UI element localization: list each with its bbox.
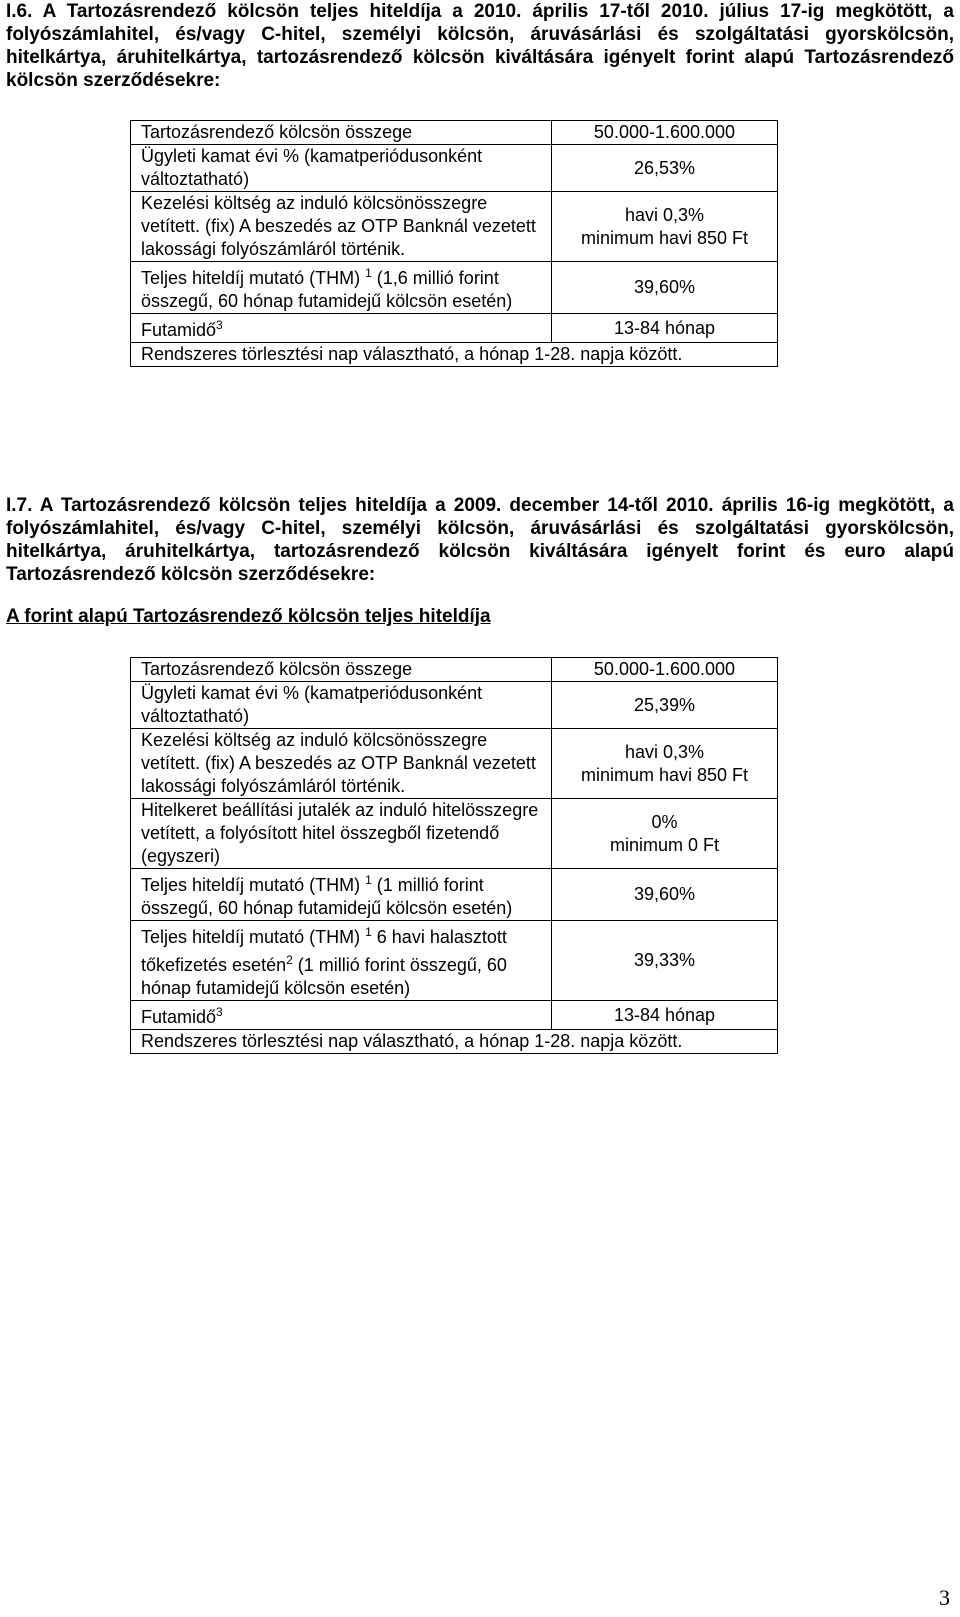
footnote-mark: 3 <box>216 1005 223 1019</box>
fee-table-i6 <box>130 120 778 367</box>
handling-fee-rate: havi 0,3% <box>624 741 705 762</box>
apr-value: 39,60% <box>552 869 778 921</box>
apr-condition: (1,6 millió forint összegű, 60 hónap futamidejű kölcsön esetén) <box>141 268 513 311</box>
interest-value: 25,39% <box>552 682 778 729</box>
handling-fee-value <box>552 192 778 262</box>
term-label <box>131 314 552 343</box>
apr-label <box>131 262 552 314</box>
apr-title: Teljes hiteldíj mutató (THM) <box>141 268 361 288</box>
handling-fee-minimum: minimum havi 850 Ft <box>580 227 749 248</box>
table-row <box>131 192 778 262</box>
table-row <box>131 682 778 729</box>
apr-label <box>131 869 552 921</box>
table-row <box>131 658 778 682</box>
handling-fee-rate: havi 0,3% <box>624 204 705 225</box>
setup-fee-rate: 0% <box>651 811 678 832</box>
apr-value: 39,60% <box>552 262 778 314</box>
setup-fee-label: Hitelkeret beállítási jutalék az induló hitelösszegre vetített, a folyósított hitel összegből fizetendő (egyszeri) <box>131 799 552 869</box>
handling-fee-minimum: minimum havi 850 Ft <box>580 764 749 785</box>
apr-title: Teljes hiteldíj mutató (THM) <box>141 875 361 895</box>
table-row <box>131 145 778 192</box>
apr-title: Teljes hiteldíj mutató (THM) <box>141 927 361 947</box>
apr-deferred-value: 39,33% <box>552 921 778 1001</box>
table-row <box>131 869 778 921</box>
table-row <box>131 262 778 314</box>
footnote-mark: 1 <box>365 925 372 939</box>
amount-label: Tartozásrendező kölcsön összege <box>131 658 552 682</box>
handling-fee-label: Kezelési költség az induló kölcsönösszegre vetített. (fix) A beszedés az OTP Banknál vezetett lakossági folyószámláról történik. <box>131 192 552 262</box>
amount-value: 50.000-1.600.000 <box>552 121 778 145</box>
footnote-mark: 1 <box>365 873 372 887</box>
table-row <box>131 1001 778 1030</box>
interest-label: Ügyleti kamat évi % (kamatperiódusonként változtatható) <box>131 682 552 729</box>
section-heading-i7: I.7. A Tartozásrendező kölcsön teljes hiteldíja a 2009. december 14-től 2010. április 16-ig megkötött, a folyószámlahitel, és/vagy C-hitel, személyi kölcsön, áruvásárlási és szolgáltatási gyorskölcsön, hitelkártya, áruhitelkártya, tartozásrendező kölcsön kiváltására igényelt forint és euro alapú Tartozásrendező kölcsön szerződésekre: <box>6 495 954 585</box>
term-value: 13-84 hónap <box>552 1001 778 1030</box>
table-row <box>131 343 778 367</box>
term-label <box>131 1001 552 1030</box>
subsection-title: A forint alapú Tartozásrendező kölcsön teljes hiteldíja <box>6 606 491 627</box>
handling-fee-value <box>552 729 778 799</box>
apr-deferral-note: 6 havi halasztott tőkefizetés esetén <box>141 927 507 975</box>
interest-value: 26,53% <box>552 145 778 192</box>
table-row <box>131 729 778 799</box>
table-row <box>131 314 778 343</box>
table-row <box>131 121 778 145</box>
fee-table-i7 <box>130 657 778 1054</box>
table-row <box>131 1030 778 1054</box>
footnote-mark: 1 <box>365 266 372 280</box>
amount-label: Tartozásrendező kölcsön összege <box>131 121 552 145</box>
repayment-day-note: Rendszeres törlesztési nap választható, a hónap 1-28. napja között. <box>131 1030 778 1054</box>
footnote-mark: 3 <box>216 318 223 332</box>
table-row <box>131 921 778 1001</box>
term-title: Futamidő <box>141 1007 217 1027</box>
repayment-day-note: Rendszeres törlesztési nap választható, a hónap 1-28. napja között. <box>131 343 778 367</box>
apr-condition: (1 millió forint összegű, 60 hónap futamidejű kölcsön esetén) <box>141 875 513 918</box>
setup-fee-value <box>552 799 778 869</box>
term-value: 13-84 hónap <box>552 314 778 343</box>
setup-fee-minimum: minimum 0 Ft <box>609 834 719 855</box>
page-number: 3 <box>939 1585 950 1610</box>
table-row <box>131 799 778 869</box>
section-heading-i6: I.6. A Tartozásrendező kölcsön teljes hiteldíja a 2010. április 17-től 2010. július 17-ig megkötött, a folyószámlahitel, és/vagy C-hitel, személyi kölcsön, áruvásárlási és szolgáltatási gyorskölcsön, hitelkártya, áruhitelkártya, tartozásrendező kölcsön kiváltására igényelt forint alapú Tartozásrendező kölcsön szerződésekre: <box>6 1 954 91</box>
apr-deferred-label <box>131 921 552 1001</box>
interest-label: Ügyleti kamat évi % (kamatperiódusonként változtatható) <box>131 145 552 192</box>
amount-value: 50.000-1.600.000 <box>552 658 778 682</box>
footnote-mark: 2 <box>286 953 293 967</box>
handling-fee-label: Kezelési költség az induló kölcsönösszegre vetített. (fix) A beszedés az OTP Banknál vezetett lakossági folyószámláról történik. <box>131 729 552 799</box>
apr-condition: (1 millió forint összegű, 60 hónap futamidejű kölcsön esetén) <box>141 955 507 998</box>
term-title: Futamidő <box>141 320 217 340</box>
